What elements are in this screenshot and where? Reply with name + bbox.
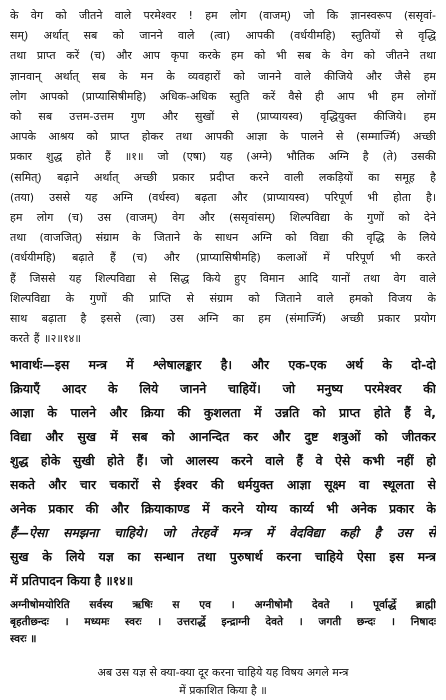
text-line: विद्या और सुख में सब को आनन्दित कर और दुष्ट शत्रुओं को जीतकर [10,429,436,445]
text-line: (समित्) बढ़ाने अर्थात् अच्छी प्रकार प्रदीप्त करने वाली लकड़ियों का समूह है [10,170,436,184]
text-line: ज्ञानवान् अर्थात् सब के मन के व्यवहारों को जानने वाले कीजिये और जैसे हम [10,69,436,83]
next-mantra-intro [10,664,436,700]
text-line: अनेक प्रकार की और क्रियाकाण्ड में करने योग्य कार्य्य भी अनेक प्रकार के [10,501,436,517]
text-line: अग्नीषोमयोरिति सर्वस्य ऋषिः स एव । अग्नीषोमौ देवते । पूर्वार्द्धे ब्राह्मी [10,599,436,612]
text-line: सकते और चार चकारों से ईश्वर की धर्मयुक्त आज्ञा सूक्ष्म वा स्थूलता से [10,477,436,493]
text-line: को सब उत्तम-उत्तम गुण और सुखों से (प्राप्यायस्व) वृद्धियुक्त कीजिये। हम [10,110,436,124]
text-line: साथ बढ़ाता है इससे (त्वा) उस अग्नि का हम (संमार्ज्मि) अच्छी प्रकार प्रयोग [10,312,436,326]
text-line: हम लोग (च) उस (वाजम्) वेग और (ससृवांसम्) शिल्पविद्या के गुणों को देने [10,211,436,225]
text-line: हैं जिससे यह शिल्पविद्या से सिद्ध किये हुए विमान आदि यानों तथा वेग वाले [10,271,436,285]
text-line: (वर्धयीमहि) बढ़ाते हैं (च) और (प्राप्यासिषीमहि) कलाओं में परिपूर्ण भी करते [10,251,436,265]
text-line: तथा प्राप्त करें (च) और आप कृपा करके हम को भी सब के वेग को जीतने तथा [10,49,436,63]
text-line: शिल्पविद्या के गुणों की प्राप्ति से संग्राम को जिताने वाले हमको विजय के [10,291,436,305]
text-line: में प्रकाशित किया है ॥ [179,684,267,698]
text-line: आपके आश्रय को प्राप्त होकर तथा आपकी आज्ञा के पालने से (सम्मार्ज्मि) अच्छी [10,130,436,144]
text-line: प्रकार शुद्ध होते हैं ॥१॥ जो (एषा) यह (अग्ने) भौतिक अग्नि है (ते) उसकी [10,150,436,164]
text-line: में प्रतिपादन किया है ॥१४॥ [10,573,134,589]
text-line: भावार्थः—इस मन्त्र में श्लेषालङ्कार है। और एक-एक अर्थ के दो-दो [10,357,436,373]
bhavarth-paragraph [10,353,436,593]
text-line: शुद्ध होके सुखी होते हैं। जो आलस्य करने वाले हैं वे ऐसे कभी नहीं हो [10,453,436,469]
text-line: तथा (वाजजित्) संग्राम के जिताने के साधन अग्नि को विद्या की वृद्धि के लिये [10,231,436,245]
text-line: स्वरः ॥ [10,633,37,646]
text-line: आज्ञा के पालने और क्रिया की कुशलता में उन्नति को प्राप्त होते हैं वे, [10,405,436,421]
text-line: हैं—ऐसा समझना चाहिये। जो तेरहवें मन्त्र में वेदविद्या कही है उस से [10,525,436,541]
text-line: अब उस यज्ञ से क्या-क्या दूर करना चाहिये यह विषय अगले मन्त्र [97,666,349,680]
text-line: सम्) अर्थात् सब को जानने वाले (त्वा) आपकी (वर्धयीमहि) स्तुतियों से वृद्धि [10,29,436,43]
text-line: करते हैं ॥२॥१४॥ [10,332,81,346]
text-line: (तया) उससे यह अग्नि (वर्धस्व) बढ़ता और (प्राप्यायस्व) परिपूर्ण भी होता है। [10,190,436,204]
text-line: क्रियाएँ आदर के लिये जानने चाहियें। जो मनुष्य परमेश्वर की [10,381,436,397]
rishi-devata-note [10,597,436,648]
text-line: के वेग को जीतने वाले परमेश्वर ! हम लोग (वाजम्) जो कि ज्ञानस्वरूप (ससृवां- [10,9,436,22]
mantra-explanation-paragraph [10,6,436,349]
text-line: सुख के लिये यज्ञ का सन्धान तथा पुरुषार्थ करना चाहिये ऐसा इस मन्त्र [10,549,436,565]
text-line: बृहतीछन्दः । मध्यमः स्वरः । उत्तरार्द्धे इन्द्राग्नी देवते । जगती छन्दः । निषादः [10,616,436,629]
text-line: लोग आपको (प्राप्यासिषीमहि) अधिक-अधिक स्तुति करें वैसे ही आप भी हम लोगों [10,89,436,103]
